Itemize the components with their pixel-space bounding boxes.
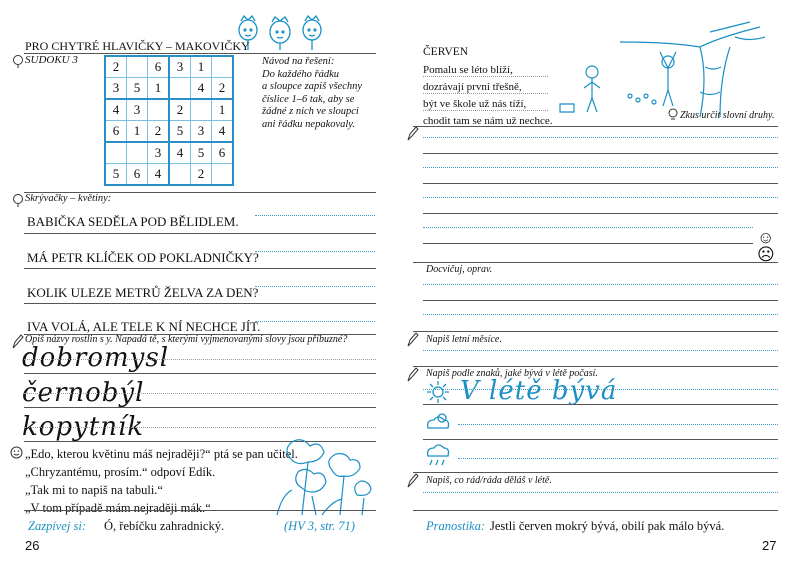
sentence-3: KOLIK ULEZE METRŮ ŽELVA ZA DEN?	[27, 285, 259, 300]
sudoku-cell	[105, 142, 127, 164]
sudoku-cell: 4	[105, 99, 127, 121]
try-label: Zkus určit slovní druhy.	[680, 110, 775, 121]
sing-text: Ó, řebíčku zahradnický.	[104, 519, 225, 533]
sudoku-label: SUDOKU 3	[25, 54, 78, 66]
poppy-bullet-icon	[12, 193, 24, 207]
pencil-icon	[405, 126, 419, 142]
sudoku-cell: 6	[127, 164, 148, 186]
sudoku-cell	[169, 164, 191, 186]
sun-icon	[426, 380, 450, 404]
sentence-2: MÁ PETR KLÍČEK OD POKLADNIČKY?	[27, 250, 259, 265]
sudoku-cell: 6	[105, 121, 127, 143]
sing-label: Zazpívej si:	[28, 519, 86, 533]
sudoku-instructions: Návod na řešení: Do každého řádku a sloupce zapiš všechny číslice 1–6 tak, aby se žádné z nich ve sloupci ani řádku nepakovaly.	[262, 56, 363, 130]
sudoku-cell	[191, 99, 212, 121]
sudoku-row	[105, 164, 233, 186]
sudoku-row	[105, 56, 233, 78]
pranostika-label: Pranostika:	[426, 519, 486, 533]
sudoku-cell: 2	[148, 121, 170, 143]
hidden-words-label: Skrývačky – květiny:	[25, 193, 112, 204]
cursive-word-1: dobromysl	[22, 343, 170, 373]
cursive-word-2: černobýl	[22, 378, 145, 408]
sudoku-cell: 2	[105, 56, 127, 78]
smiley-icon	[10, 446, 23, 459]
poppy-bullet-icon	[12, 54, 24, 68]
sudoku-cell: 3	[105, 78, 127, 100]
joke: „Edo, kterou květinu máš nejraději?“ ptá se pan učitel. „Chryzantému, prosím.“ odpoví Edík. „Tak mi to napiš na tabuli.“ „V tom případě mám nejraději mák.“	[25, 447, 298, 515]
docvicuj-label: Docvičuj, oprav.	[426, 264, 493, 275]
summer-months-label: Napiš letní měsíce.	[426, 334, 502, 345]
poppy-flowers-illustration	[262, 440, 382, 515]
cloud-sun-icon	[424, 410, 452, 432]
sudoku-cell	[169, 78, 191, 100]
pencil-icon	[405, 473, 419, 489]
sudoku-cell: 2	[169, 99, 191, 121]
poem: Pomalu se léto blíží, dozrávají první třešně, být ve škole už nás tíží, chodit tam se nám už nechce.	[423, 64, 553, 127]
weather-signs-label: Napiš podle znaků, jaké bývá v létě počasí.	[426, 368, 598, 379]
cursive-summer: V létě bývá	[460, 376, 618, 406]
sudoku-cell: 3	[148, 142, 170, 164]
sudoku-cell: 3	[169, 56, 191, 78]
sudoku-cell	[148, 99, 170, 121]
pranostika-text: Jestli červen mokrý bývá, obilí pak málo bývá.	[490, 519, 725, 533]
sudoku-cell: 5	[169, 121, 191, 143]
sudoku-cell: 6	[212, 142, 234, 164]
sudoku-cell: 1	[191, 56, 212, 78]
sudoku-row	[105, 121, 233, 143]
page-number-right: 27	[762, 538, 777, 553]
cursive-word-3: kopytník	[22, 412, 145, 442]
sudoku-cell	[212, 56, 234, 78]
pencil-icon	[405, 367, 419, 383]
sudoku-cell: 5	[105, 164, 127, 186]
sudoku-cell: 1	[127, 121, 148, 143]
sad-face-icon: ☹	[757, 245, 775, 264]
rain-cloud-icon	[424, 442, 452, 470]
sudoku-cell: 2	[212, 78, 234, 100]
lightbulb-icon	[668, 108, 678, 122]
sudoku-cell: 5	[191, 142, 212, 164]
sudoku-cell	[127, 56, 148, 78]
sudoku-cell: 3	[127, 99, 148, 121]
copy-instruction: Opiš názvy rostlin s y. Napadá tě, s kterými vyjmenovanými slovy jsou příbuzné?	[25, 334, 348, 345]
sudoku-cell	[127, 142, 148, 164]
section-title: PRO CHYTRÉ HLAVIČKY – MAKOVIČKY	[25, 39, 250, 53]
sentence-1: BABIČKA SEDĚLA POD BĚLIDLEM.	[27, 214, 239, 229]
sudoku-cell: 4	[212, 121, 234, 143]
sing-reference: (HV 3, str. 71)	[284, 519, 355, 533]
summer-activities-label: Napiš, co rád/ráda děláš v létě.	[426, 475, 552, 486]
sudoku-cell: 4	[191, 78, 212, 100]
sudoku-row	[105, 142, 233, 164]
sudoku-row	[105, 78, 233, 100]
sudoku-cell: 6	[148, 56, 170, 78]
sentence-4: IVA VOLÁ, ALE TELE K NÍ NECHCE JÍT.	[27, 319, 261, 334]
smiley-icon: ☺	[757, 228, 775, 247]
sudoku-cell: 3	[191, 121, 212, 143]
poem-title: ČERVEN	[423, 46, 469, 58]
sudoku-cell: 4	[148, 164, 170, 186]
sudoku-row	[105, 99, 233, 121]
sudoku-cell: 1	[148, 78, 170, 100]
sudoku-cell	[212, 164, 234, 186]
page-number-left: 26	[25, 538, 40, 553]
sudoku-cell: 1	[212, 99, 234, 121]
sudoku-cell: 5	[127, 78, 148, 100]
pencil-icon	[405, 332, 419, 348]
sudoku-grid	[104, 55, 234, 186]
cherry-tree-illustration	[560, 22, 780, 122]
sudoku-cell: 4	[169, 142, 191, 164]
sudoku-cell: 2	[191, 164, 212, 186]
